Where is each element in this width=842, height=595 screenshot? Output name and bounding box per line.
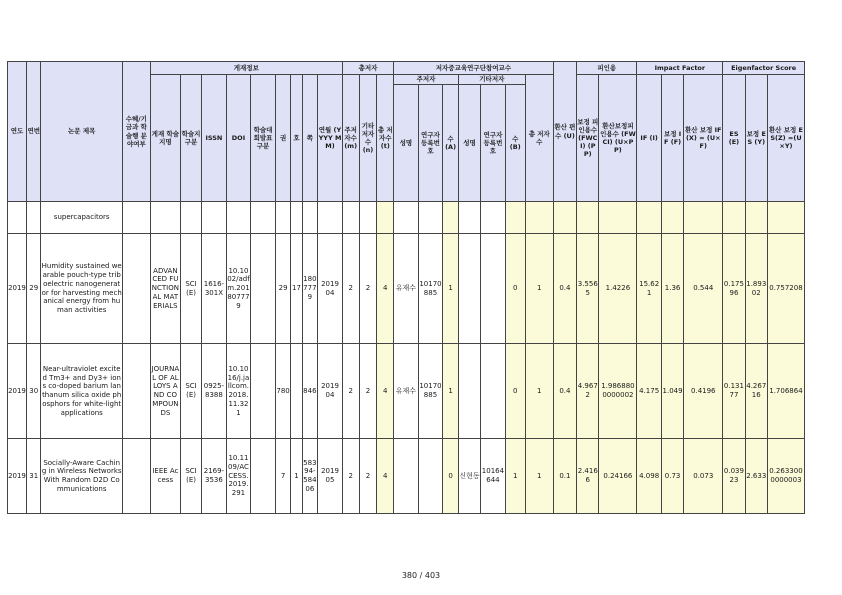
cell-name2: 신현동	[458, 439, 480, 514]
cell-es-adj: 4.26716	[745, 344, 767, 439]
cell-conv: 0.1	[553, 439, 576, 514]
cell-total-authors: 4	[377, 234, 394, 344]
cell-pub-type	[251, 439, 276, 514]
cell-page: 846	[302, 344, 318, 439]
cell-es-conv: 0.757208	[767, 234, 804, 344]
cell-issn: 2169-3536	[202, 439, 227, 514]
cell-other-authors: 2	[359, 344, 377, 439]
cell-count2: 1	[505, 439, 525, 514]
cell-issn: 1616-301X	[202, 234, 227, 344]
cell-issue: 17	[291, 234, 302, 344]
cell-total-count: 1	[525, 234, 553, 344]
header-pub-journal: 게재 학술지명	[150, 75, 180, 202]
header-es-adj: 보정 ES (Y)	[745, 75, 767, 202]
cell-count1	[443, 202, 459, 234]
header-year: 연도	[8, 62, 27, 202]
cell-volume: 29	[275, 234, 291, 344]
header-citation-group: 피인용	[577, 62, 637, 75]
header-fwci-pp: 보정 피인용수 (FWCI) (PP)	[577, 75, 599, 202]
cell-doi: 10.1109/ACCESS.2019.291	[226, 439, 251, 514]
cell-title: Socially-Aware Caching in Wireless Networks With Random D2D Communications	[41, 439, 122, 514]
cell-award	[122, 439, 150, 514]
cell-regno2	[481, 234, 506, 344]
cell-total-count: 1	[525, 439, 553, 514]
header-issue: 호	[291, 75, 302, 202]
header-doi: DOI	[226, 75, 251, 202]
cell-pub-class	[180, 202, 201, 234]
cell-seq	[26, 202, 41, 234]
header-regno2: 연구자 등록번호	[481, 85, 506, 202]
cell-page: 58394-58406	[302, 439, 318, 514]
cell-regno2	[481, 202, 506, 234]
cell-year: 2019	[8, 234, 27, 344]
cell-if-conv: 0.073	[684, 439, 723, 514]
cell-if: 4.098	[637, 439, 662, 514]
cell-journal: IEEE Access	[150, 439, 180, 514]
cell-es: 0.17596	[723, 234, 745, 344]
cell-main-authors: 2	[342, 439, 359, 514]
cell-if: 4.175	[637, 344, 662, 439]
header-authors-group: 총저자	[342, 62, 393, 75]
header-conv-count: 환산 편수 (U)	[553, 62, 576, 202]
cell-es-conv: 0.2633000000003	[767, 439, 804, 514]
header-total-count: 총 저자수	[525, 75, 553, 202]
cell-pub-type	[251, 234, 276, 344]
cell-issue: 1	[291, 439, 302, 514]
cell-total-authors: 4	[377, 439, 394, 514]
cell-if-adj: 1.36	[661, 234, 683, 344]
cell-fwci-conv: 0.24166	[599, 439, 637, 514]
cell-name2	[458, 234, 480, 344]
header-count2: 수 (B)	[505, 85, 525, 202]
cell-page: 1807779	[302, 234, 318, 344]
cell-volume: 7	[275, 439, 291, 514]
cell-total-count	[525, 202, 553, 234]
cell-count2: 0	[505, 344, 525, 439]
header-yearmonth: 연월 (YYYY MM)	[318, 75, 343, 202]
cell-regno1: 10170885	[418, 234, 443, 344]
cell-conv: 0.4	[553, 344, 576, 439]
cell-award	[122, 202, 150, 234]
cell-journal: ADVANCED FUNCTIONAL MATERIALS	[150, 234, 180, 344]
cell-journal	[150, 202, 180, 234]
cell-issn	[202, 202, 227, 234]
header-main-author-group: 주저자	[394, 75, 459, 85]
header-paper-title: 논문 제목	[41, 62, 122, 202]
header-fwci-conv: 환산보정피인용수 (FWCI) (U×PP)	[599, 75, 637, 202]
header-issn: ISSN	[202, 75, 227, 202]
cell-award	[122, 344, 150, 439]
cell-es	[723, 202, 745, 234]
cell-es: 0.13177	[723, 344, 745, 439]
cell-pub-type	[251, 344, 276, 439]
cell-name2	[458, 202, 480, 234]
cell-yearmonth: 2019 04	[318, 344, 343, 439]
cell-year: 2019	[8, 439, 27, 514]
cell-title: Near-ultraviolet excited Tm3+ and Dy3+ ions co-doped barium lanthanum silica oxide phosphors for white-light applications	[41, 344, 122, 439]
cell-pub-class: SCI(E)	[180, 344, 201, 439]
header-name1: 성명	[394, 85, 419, 202]
cell-journal: JOURNAL OF ALLOYS AND COMPOUNDS	[150, 344, 180, 439]
header-es-group: Eigenfactor Score	[723, 62, 805, 75]
cell-if-conv: 0.4196	[684, 344, 723, 439]
cell-yearmonth	[318, 202, 343, 234]
cell-other-authors	[359, 202, 377, 234]
cell-year	[8, 202, 27, 234]
research-output-table	[7, 61, 805, 514]
cell-main-authors: 2	[342, 234, 359, 344]
cell-doi	[226, 202, 251, 234]
cell-fwci: 2.4166	[577, 439, 599, 514]
cell-if-adj	[661, 202, 683, 234]
header-total-authors: 총 저자수 (t)	[377, 75, 394, 202]
table-row	[8, 344, 805, 439]
cell-if-adj: 1.049	[661, 344, 683, 439]
header-prof-group: 저자중교육연구단참여교수	[394, 62, 554, 75]
cell-doi: 10.1016/j.jallcom.2018.11.321	[226, 344, 251, 439]
header-if-group: Impact Factor	[637, 62, 723, 75]
header-other-author-group: 기타저자	[458, 75, 525, 85]
cell-if	[637, 202, 662, 234]
cell-issue	[291, 202, 302, 234]
cell-count2	[505, 202, 525, 234]
cell-regno1	[418, 439, 443, 514]
cell-es-adj	[745, 202, 767, 234]
cell-name1	[394, 202, 419, 234]
header-regno1: 연구자 등록번호	[418, 85, 443, 202]
cell-title: Humidity sustained wearable pouch-type triboelectric nanogenerator for harvesting mechanical energy from human activities	[41, 234, 122, 344]
cell-es-adj: 2.633	[745, 439, 767, 514]
header-pub-info: 게재정보	[150, 62, 342, 75]
cell-doi: 10.1002/adfm.201807779	[226, 234, 251, 344]
header-pub-type: 학술대회발표 구분	[251, 75, 276, 202]
cell-fwci: 3.5565	[577, 234, 599, 344]
table-row	[8, 234, 805, 344]
cell-count2: 0	[505, 234, 525, 344]
header-page: 쪽	[302, 75, 318, 202]
cell-count1: 1	[443, 234, 459, 344]
cell-name1: 유재수	[394, 344, 419, 439]
cell-title: supercapacitors	[41, 202, 122, 234]
cell-es-conv: 1.706864	[767, 344, 804, 439]
cell-fwci-conv: 1.9868800000002	[599, 344, 637, 439]
cell-total-authors: 4	[377, 344, 394, 439]
cell-if-conv	[684, 202, 723, 234]
cell-count1: 1	[443, 344, 459, 439]
cell-es-adj: 1.89302	[745, 234, 767, 344]
cell-main-authors: 2	[342, 344, 359, 439]
header-volume: 권	[275, 75, 291, 202]
cell-fwci-conv	[599, 202, 637, 234]
cell-volume	[275, 202, 291, 234]
cell-seq: 31	[26, 439, 41, 514]
cell-count1: 0	[443, 439, 459, 514]
cell-conv	[553, 202, 576, 234]
cell-regno1	[418, 202, 443, 234]
cell-es-conv	[767, 202, 804, 234]
header-if: IF (I)	[637, 75, 662, 202]
cell-pub-class: SCI(E)	[180, 439, 201, 514]
header-es-conv: 환산 보정 ES(Z) =(U×Y)	[767, 75, 804, 202]
header-es: ES (E)	[723, 75, 745, 202]
cell-conv: 0.4	[553, 234, 576, 344]
cell-total-count: 1	[525, 344, 553, 439]
header-award: 수혜/기금과 학술행 분야여부	[122, 62, 150, 202]
cell-issn: 0925-8388	[202, 344, 227, 439]
cell-fwci	[577, 202, 599, 234]
cell-es: 0.03923	[723, 439, 745, 514]
cell-year: 2019	[8, 344, 27, 439]
header-seq: 연번	[26, 62, 41, 202]
cell-award	[122, 234, 150, 344]
table-row	[8, 439, 805, 514]
cell-main-authors	[342, 202, 359, 234]
cell-regno2: 10164644	[481, 439, 506, 514]
cell-seq: 29	[26, 234, 41, 344]
cell-if-conv: 0.544	[684, 234, 723, 344]
cell-name1: 유재수	[394, 234, 419, 344]
header-count1: 수 (A)	[443, 85, 459, 202]
cell-volume: 780	[275, 344, 291, 439]
cell-if: 15.621	[637, 234, 662, 344]
cell-other-authors: 2	[359, 439, 377, 514]
header-pub-class: 학술지 구분	[180, 75, 201, 202]
cell-other-authors: 2	[359, 234, 377, 344]
cell-seq: 30	[26, 344, 41, 439]
header-if-adj: 보정 IF (F)	[661, 75, 683, 202]
cell-total-authors	[377, 202, 394, 234]
header-main-authors: 주저자수 (m)	[342, 75, 359, 202]
cell-pub-class: SCI(E)	[180, 234, 201, 344]
cell-regno1: 10170885	[418, 344, 443, 439]
cell-fwci-conv: 1.4226	[599, 234, 637, 344]
header-name2: 성명	[458, 85, 480, 202]
table-row	[8, 202, 805, 234]
cell-pub-type	[251, 202, 276, 234]
page-number: 380 / 403	[401, 571, 441, 580]
cell-issue	[291, 344, 302, 439]
header-if-conv: 환산 보정 IF(X) = (U×F)	[684, 75, 723, 202]
cell-yearmonth: 2019 04	[318, 234, 343, 344]
cell-name2	[458, 344, 480, 439]
cell-yearmonth: 2019 05	[318, 439, 343, 514]
header-other-authors: 기타 저자수 (n)	[359, 75, 377, 202]
cell-regno2	[481, 344, 506, 439]
cell-if-adj: 0.73	[661, 439, 683, 514]
cell-name1	[394, 439, 419, 514]
cell-page	[302, 202, 318, 234]
cell-fwci: 4.9672	[577, 344, 599, 439]
